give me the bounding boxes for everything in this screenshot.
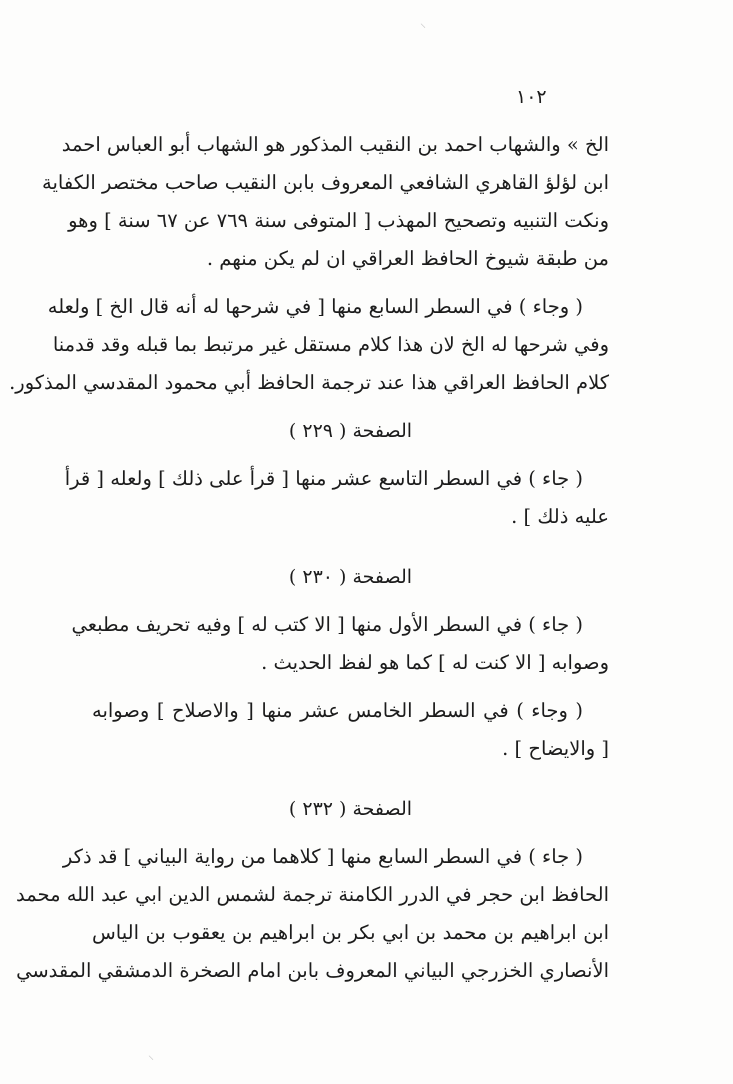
text-line: ( جاء ) في السطر السابع منها [ كلاهما من رواية البياني ] قد ذكر (62, 845, 583, 868)
text-line: ( وجاء ) في السطر السابع منها [ في شرحها له أنه قال الخ ] ولعله (47, 295, 583, 318)
text-line: ( جاء ) في السطر الأول منها [ الا كتب له ] وفيه تحريف مطبعي (71, 613, 583, 636)
paragraph (42, 126, 609, 278)
text-line: ( جاء ) في السطر التاسع عشر منها [ قرأ على ذلك ] ولعله [ قرأ (64, 467, 583, 490)
body-text (9, 126, 609, 990)
text-line: [ والايضاح ] . (502, 737, 609, 760)
paragraph (9, 288, 609, 402)
section-heading: الصفحة ( ٢٣٢ ) (288, 798, 413, 820)
paragraph (64, 460, 609, 536)
text-line: كلام الحافظ العراقي هذا عند ترجمة الحافظ أبي محمود المقدسي المذكور. (9, 371, 609, 394)
text-line: ( وجاء ) في السطر الخامس عشر منها [ والاصلاح ] وصوابه (92, 699, 583, 722)
paragraph (71, 606, 609, 682)
text-line: وصوابه [ الا كنت له ] كما هو لفظ الحديث . (261, 651, 609, 674)
paragraph (92, 692, 609, 768)
text-line: الخ » والشهاب احمد بن النقيب المذكور هو الشهاب أبو العباس احمد (61, 133, 609, 156)
paragraph (15, 838, 609, 990)
text-line: من طبقة شيوخ الحافظ العراقي ان لم يكن منهم . (206, 247, 609, 270)
scan-mark: ⸜ (148, 1048, 155, 1062)
text-line: الحافظ ابن حجر في الدرر الكامنة ترجمة لشمس الدين ابي عبد الله محمد (15, 883, 609, 906)
text-line: ابن لؤلؤ القاهري الشافعي المعروف بابن النقيب صاحب مختصر الكفاية (42, 171, 609, 194)
page-number: ١٠٢ (516, 86, 547, 108)
text-line: وفي شرحها له الخ لان هذا كلام مستقل غير مرتبط بما قبله وقد قدمنا (52, 333, 609, 356)
text-line: عليه ذلك ] . (511, 505, 609, 528)
scan-mark: ⸜ (420, 16, 427, 30)
section-heading: الصفحة ( ٢٣٠ ) (288, 566, 413, 588)
text-line: ابن ابراهيم بن محمد بن ابي بكر بن ابراهيم بن يعقوب بن الياس (92, 921, 609, 944)
text-line: الأنصاري الخزرجي البياني المعروف بابن امام الصخرة الدمشقي المقدسي (16, 959, 609, 982)
text-line: ونكت التنبيه وتصحيح المهذب [ المتوفى سنة ٧٦٩ عن ٦٧ سنة ] وهو (68, 209, 609, 232)
section-heading: الصفحة ( ٢٢٩ ) (288, 420, 413, 442)
